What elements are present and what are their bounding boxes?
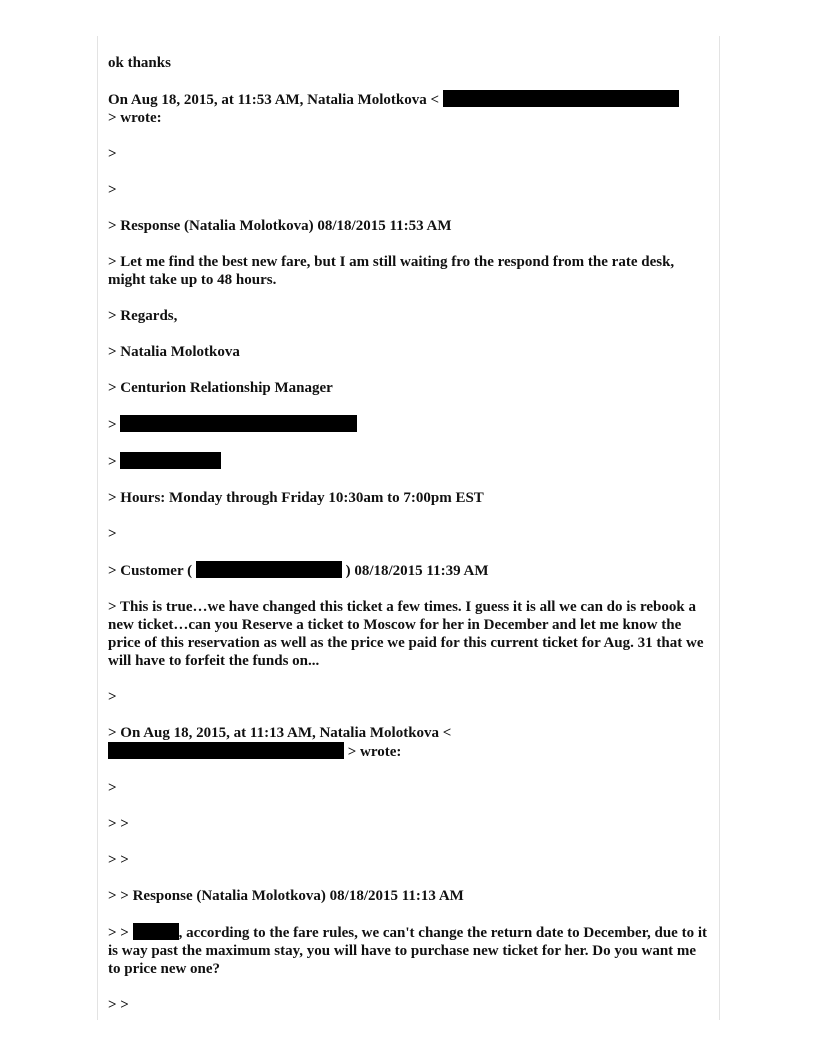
quote-marker: > — [108, 526, 117, 542]
double-quote-marker: > > — [108, 925, 129, 941]
customer-body: > This is true…we have changed this ticket a few times. I guess it is all we can do is rebook a new ticket…can you Reserve a ticket to Moscow for her in December and let me know the price of this reservation as well as the price we paid for this current ticket for Aug. 31 that we will have to forfeit the funds on... — [108, 599, 704, 669]
signature-title: > Centurion Relationship Manager — [108, 380, 333, 396]
response-body-text: , according to the fare rules, we can't change the return date to December, due to it is way past the maximum stay, you will have to purchase new ticket for her. Do you want me to price new one? — [108, 925, 707, 977]
redacted-customer-block — [196, 561, 342, 578]
redacted-phone-block — [120, 452, 221, 469]
quote-marker: > — [108, 146, 117, 162]
quoted-header — [108, 724, 708, 761]
customer-header-prefix: > Customer ( — [108, 563, 193, 579]
redacted-name-block — [133, 923, 179, 940]
quote-marker: > — [108, 689, 117, 705]
redacted-email-block — [443, 90, 679, 107]
quote-marker: > — [108, 417, 117, 433]
double-quote-marker: > > — [108, 997, 129, 1013]
response-header: > Response (Natalia Molotkova) 08/18/2015 11:53 AM — [108, 218, 452, 234]
response-body: > Let me find the best new fare, but I am still waiting fro the respond from the rate desk, might take up to 48 hours. — [108, 254, 675, 288]
hours-line: > Hours: Monday through Friday 10:30am to 7:00pm EST — [108, 490, 484, 506]
response-header: > > Response (Natalia Molotkova) 08/18/2015 11:13 AM — [108, 888, 464, 904]
redacted-line — [108, 415, 708, 434]
regards-line: > Regards, — [108, 308, 178, 324]
signature-name: > Natalia Molotkova — [108, 344, 240, 360]
quoted-header-suffix: > wrote: — [347, 744, 402, 760]
redacted-contact-block — [120, 415, 357, 432]
redacted-email-block — [108, 742, 344, 759]
reply-text: ok thanks — [108, 55, 171, 71]
quoted-header-text: On Aug 18, 2015, at 11:53 AM, Natalia Molotkova < — [108, 92, 440, 108]
response-body — [108, 923, 708, 978]
quote-marker: > — [108, 780, 117, 796]
customer-header-suffix: ) 08/18/2015 11:39 AM — [345, 563, 489, 579]
quoted-header-suffix: > wrote: — [108, 110, 162, 126]
quoted-header-text: > On Aug 18, 2015, at 11:13 AM, Natalia Molotkova < — [108, 725, 452, 741]
quote-marker: > — [108, 182, 117, 198]
redacted-line — [108, 452, 708, 471]
quoted-header — [108, 90, 708, 127]
double-quote-marker: > > — [108, 852, 129, 868]
email-thread — [108, 54, 708, 1032]
double-quote-marker: > > — [108, 816, 129, 832]
customer-header — [108, 561, 708, 580]
quote-marker: > — [108, 454, 117, 470]
